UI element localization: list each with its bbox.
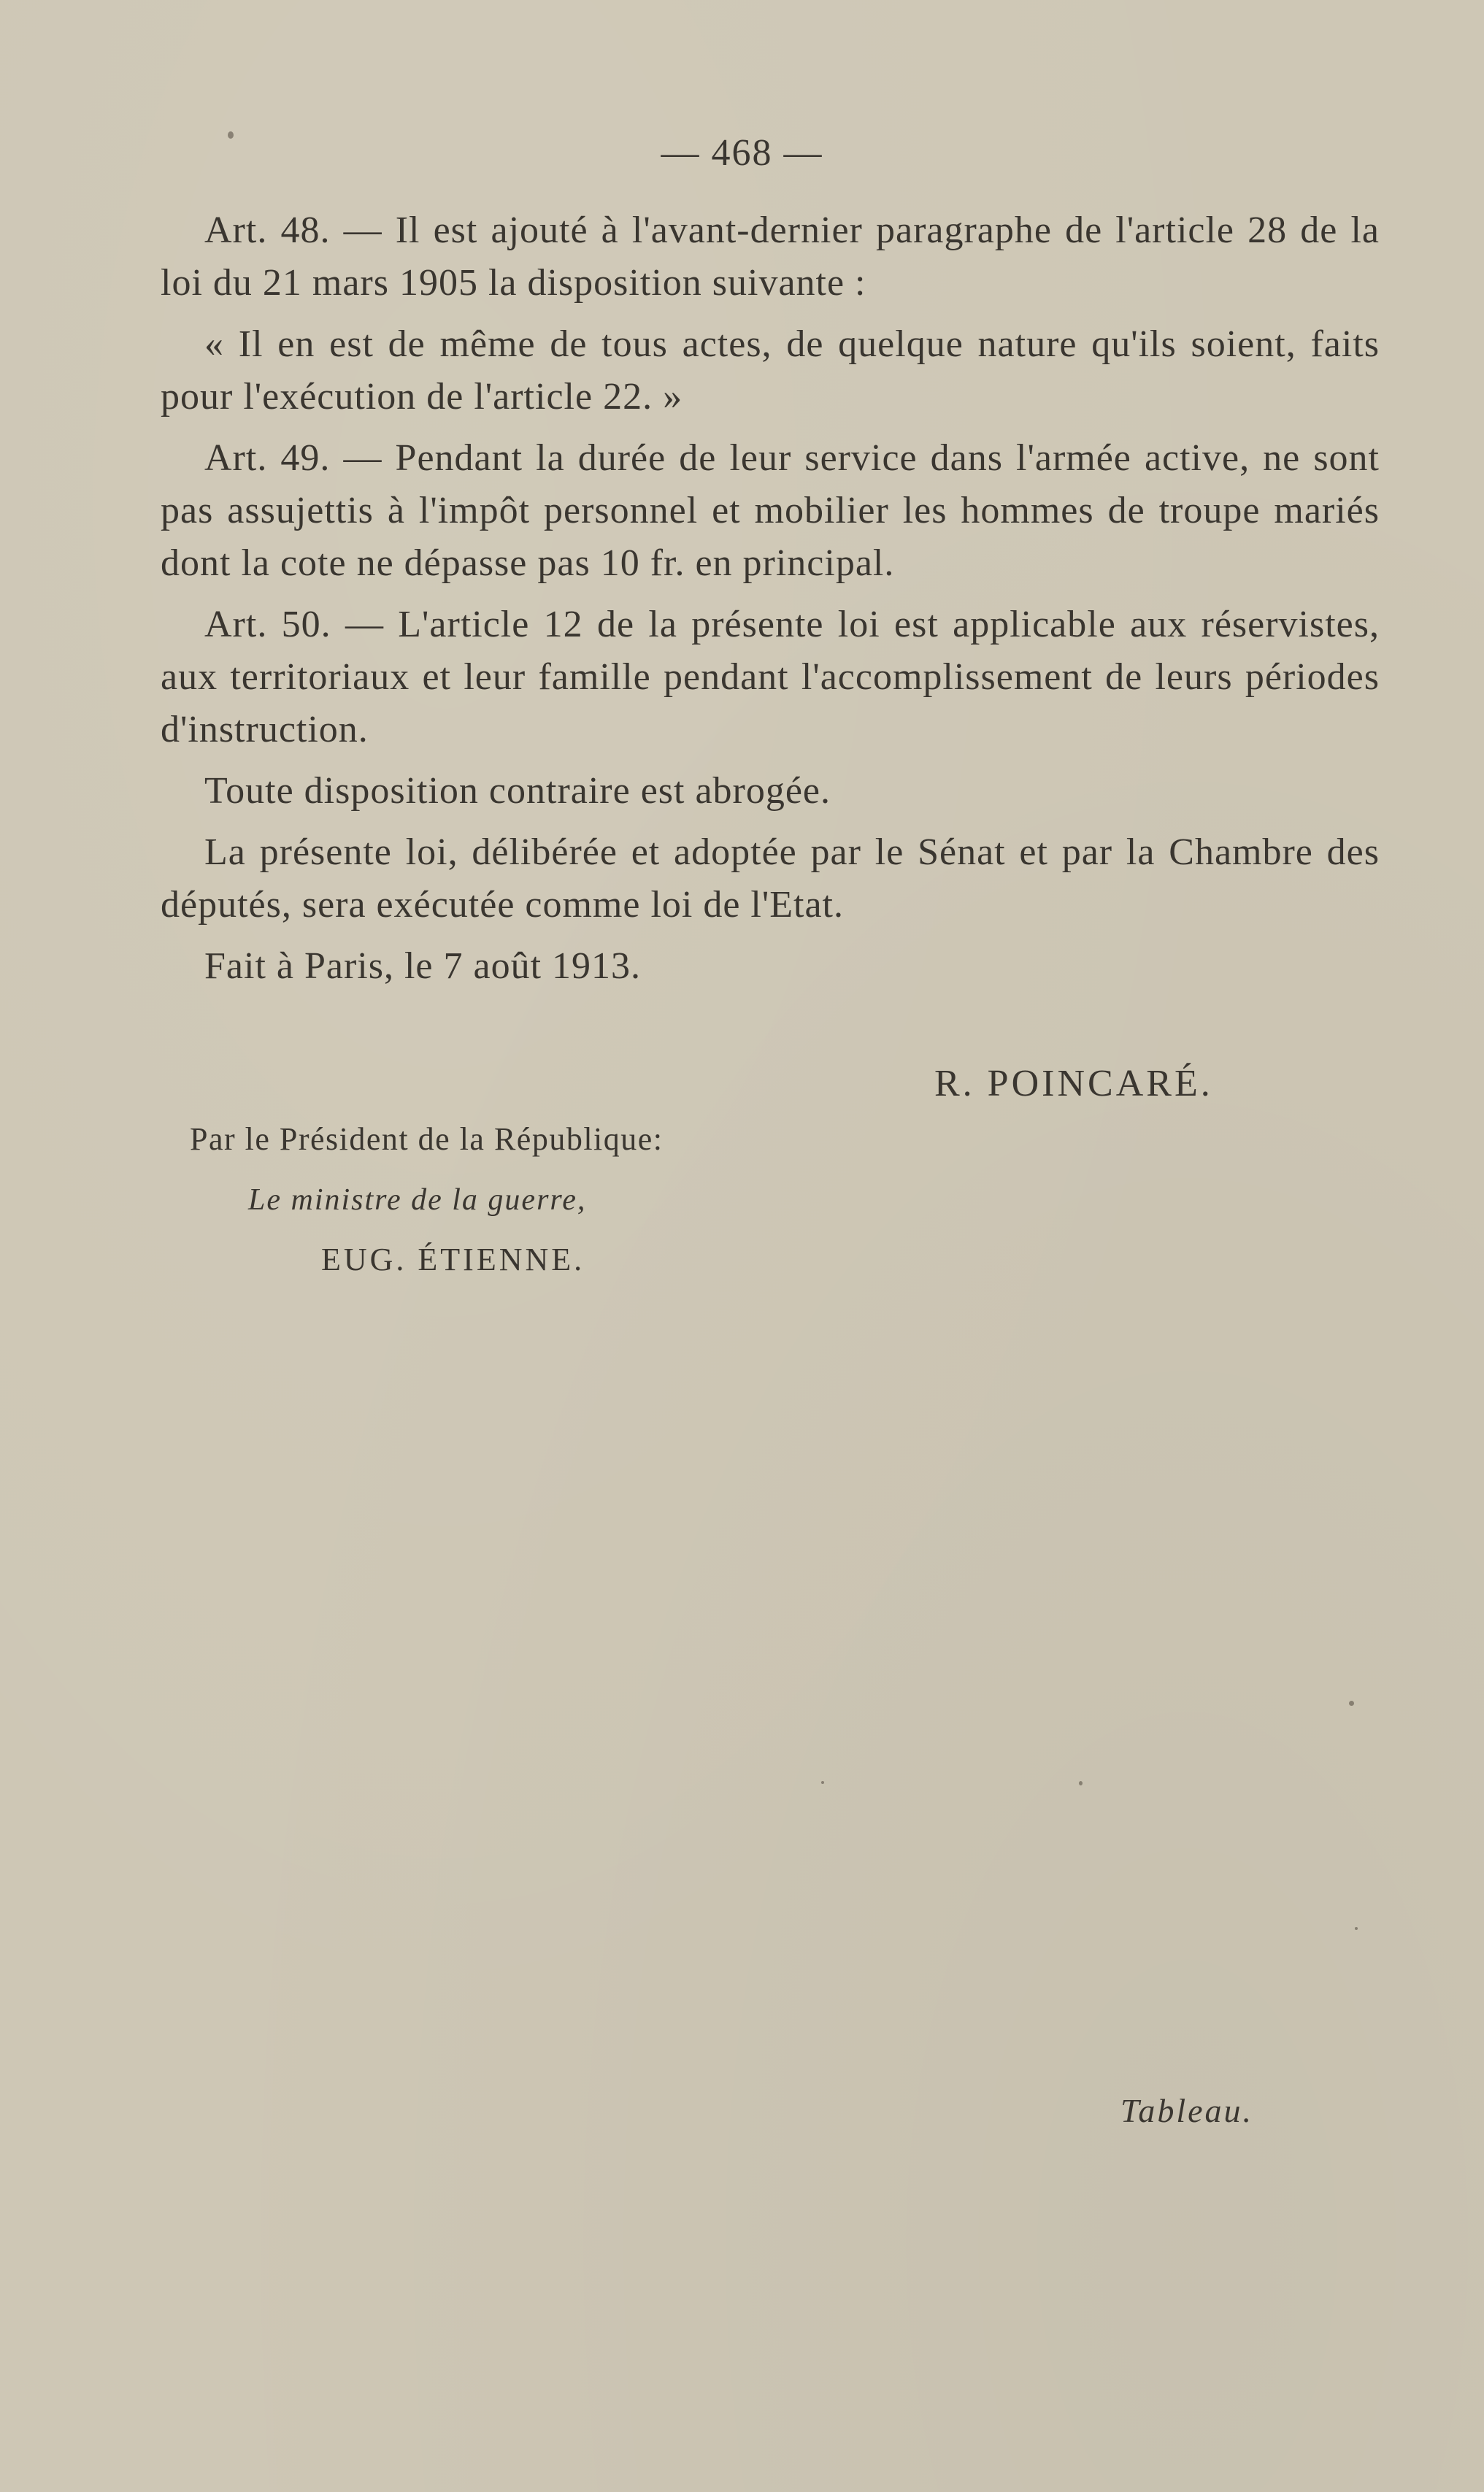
paragraph-abrogation: Toute disposition contraire est abrogée. [204,770,831,812]
countersign-heading: Par le Président de la République: [190,1121,664,1157]
paragraph-date: Fait à Paris, le 7 août 1913. [204,945,642,987]
minister-title: Le ministre de la guerre, [248,1183,587,1217]
paragraph-quote: « Il en est de même de tous actes, de quelque nature qu'ils soient, faits pour l'exécution de l'article 22. » [161,323,1380,418]
body-text [161,204,1380,993]
paper-speck [1355,1927,1358,1930]
paper-speck [228,131,234,139]
paragraph-art-49: Art. 49. — Pendant la durée de leur service dans l'armée active, ne sont pas assujettis à l'impôt personnel et mobilier les hommes de troupe mariés dont la cote ne dépasse pas 10 fr. en principal. [161,437,1380,584]
page-number: — 468 — [661,132,823,174]
paper-speck [821,1781,824,1784]
paper-speck [1079,1781,1083,1785]
catchword: Tableau. [1120,2092,1254,2129]
president-signature: R. POINCARÉ. [934,1063,1213,1104]
paragraph-art-48: Art. 48. — Il est ajouté à l'avant-dernier paragraphe de l'article 28 de la loi du 21 mars 1905 la disposition suivante : [161,209,1380,304]
paragraph-execution: La présente loi, délibérée et adoptée par le Sénat et par la Chambre des députés, sera exécutée comme loi de l'Etat. [161,831,1380,926]
paragraph-art-50: Art. 50. — L'article 12 de la présente loi est applicable aux réservistes, aux territoriaux et leur famille pendant l'accomplissement de leurs périodes d'instruction. [161,604,1380,750]
minister-name: EUG. ÉTIENNE. [321,1242,585,1277]
paper-speck [1349,1701,1354,1706]
